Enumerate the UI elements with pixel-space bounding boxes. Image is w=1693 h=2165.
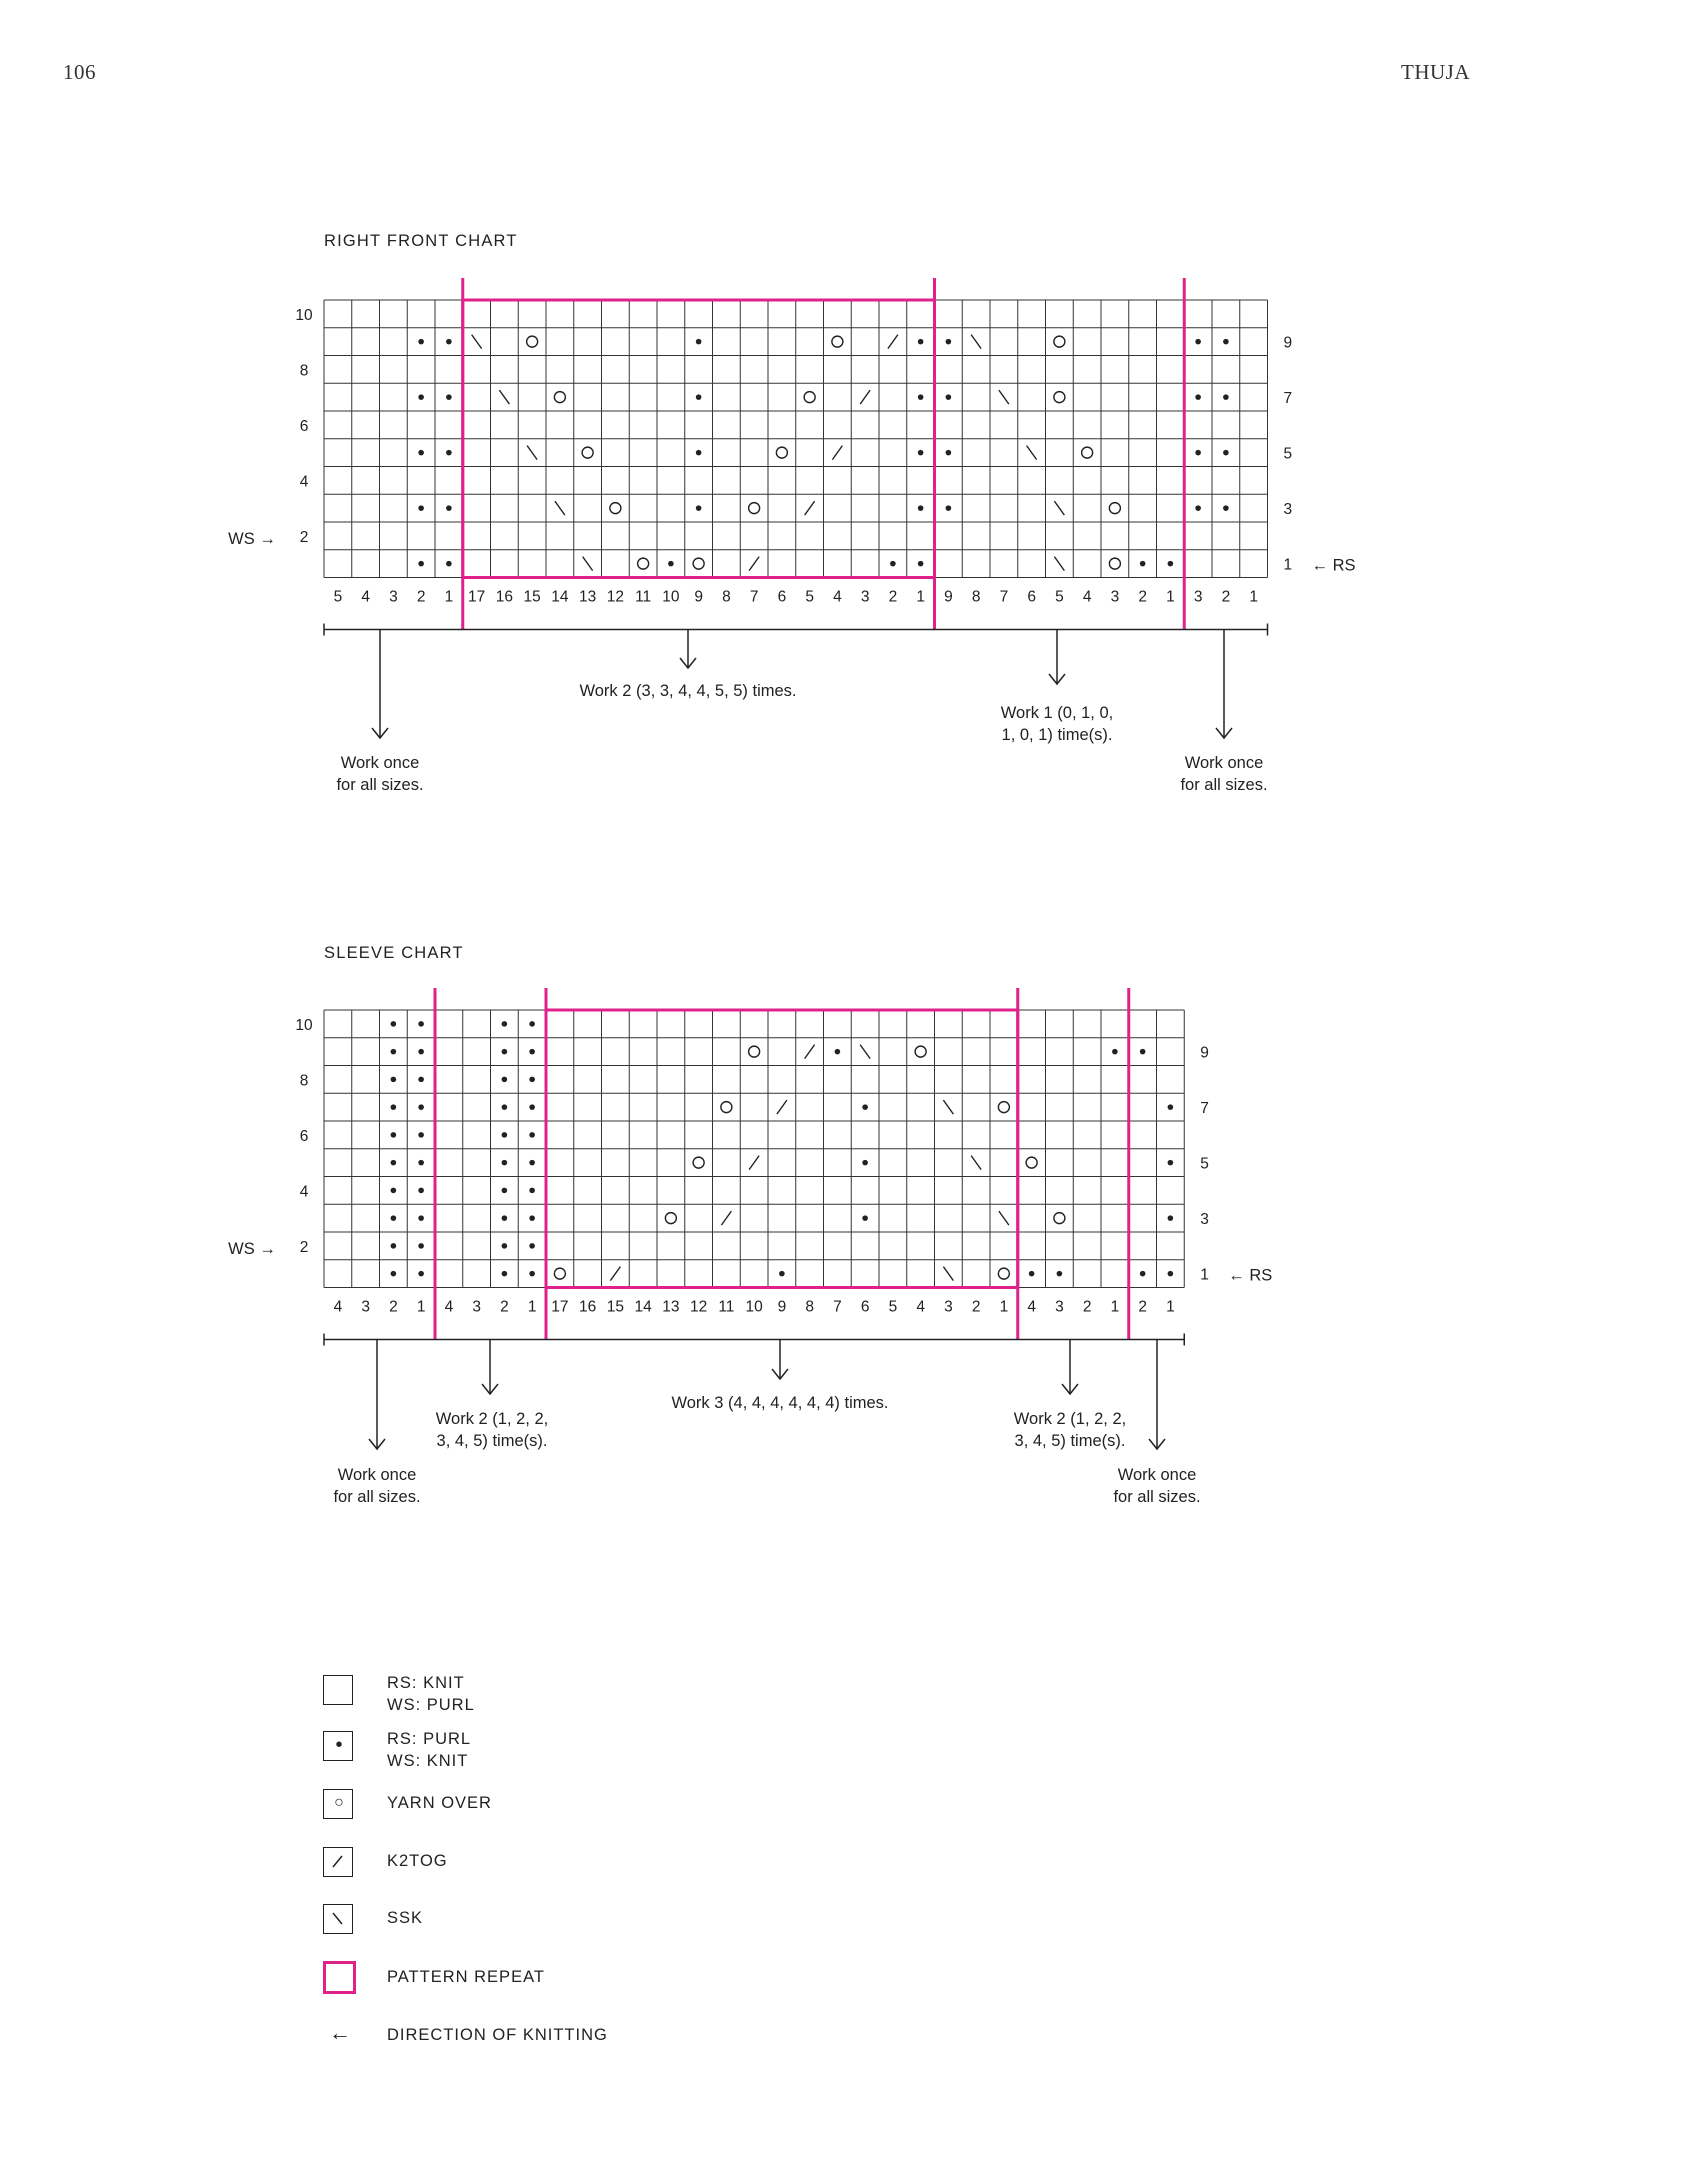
- stitch-number: 1: [1110, 1298, 1120, 1316]
- purl-stitch: [862, 1160, 868, 1166]
- yarn-over-stitch: [998, 1102, 1009, 1113]
- purl-stitch: [391, 1215, 397, 1221]
- stitch-number: 1: [916, 588, 925, 606]
- yarn-over-stitch: [1054, 1213, 1065, 1224]
- yarn-over-stitch: [693, 1157, 704, 1168]
- stitch-number: 15: [606, 1298, 624, 1316]
- purl-stitch: [391, 1243, 397, 1249]
- legend: [323, 1672, 923, 2072]
- purl-stitch: [779, 1271, 785, 1277]
- stitch-number: 8: [722, 588, 731, 606]
- stitch-number: 2: [1138, 588, 1147, 606]
- purl-stitch: [529, 1104, 535, 1110]
- purl-stitch: [1168, 1215, 1174, 1221]
- annotation-text: Work 2 (1, 2, 2,: [435, 1410, 549, 1428]
- annotation-text: Work 2 (3, 3, 4, 4, 5, 5) times.: [579, 682, 797, 700]
- knit-symbol-icon: [323, 1675, 353, 1705]
- purl-stitch: [529, 1049, 535, 1055]
- stitch-number: 3: [361, 1298, 370, 1316]
- legend-direction: [323, 2016, 923, 2056]
- row-number-rs: 9: [1283, 334, 1293, 352]
- purl-stitch: [502, 1271, 508, 1277]
- purl-stitch: [529, 1077, 535, 1083]
- row-number-rs: 5: [1283, 445, 1293, 463]
- annotation-text: Work once: [1117, 1466, 1197, 1484]
- legend-purl-line2: WS: KNIT: [387, 1752, 469, 1770]
- stitch-number: 10: [745, 1298, 763, 1316]
- stitch-number: 13: [579, 588, 597, 606]
- stitch-number: 14: [551, 588, 569, 606]
- left-arrow-icon: ←: [329, 2020, 351, 2045]
- stitch-number: 1: [444, 588, 454, 606]
- stitch-number: 10: [662, 588, 680, 606]
- stitch-number: 15: [523, 588, 541, 606]
- legend-yarn-over-label: YARN OVER: [387, 1794, 492, 1812]
- stitch-number: 11: [718, 1298, 735, 1316]
- purl-stitch: [1168, 1104, 1174, 1110]
- purl-stitch: [529, 1132, 535, 1138]
- purl-stitch: [418, 1077, 424, 1083]
- purl-stitch: [1112, 1049, 1118, 1055]
- purl-stitch: [418, 1104, 424, 1110]
- stitch-number: 16: [495, 588, 513, 606]
- stitch-number: 3: [472, 1298, 481, 1316]
- purl-stitch: [391, 1271, 397, 1277]
- pattern-name: THUJA: [1401, 60, 1470, 84]
- yarn-over-symbol-icon: ○: [323, 1789, 353, 1819]
- purl-stitch: [862, 1215, 868, 1221]
- annotation-text: 1, 0, 1) time(s).: [1001, 726, 1113, 744]
- ssk-stitch: [971, 1156, 981, 1170]
- stitch-number: 2: [1221, 588, 1231, 606]
- k2tog-stitch: [805, 1045, 815, 1059]
- purl-stitch: [418, 1243, 424, 1249]
- pattern-repeat-symbol-icon: [323, 1961, 356, 1994]
- purl-stitch: [1057, 1271, 1063, 1277]
- ssk-stitch: [943, 1267, 953, 1281]
- purl-stitch: [418, 1021, 424, 1027]
- legend-purl-line1: RS: PURL: [387, 1730, 472, 1748]
- purl-stitch: [1029, 1271, 1035, 1277]
- purl-stitch: [529, 1215, 535, 1221]
- legend-purl: [323, 1728, 923, 1768]
- yarn-over-stitch: [998, 1268, 1009, 1279]
- row-number-rs: 9: [1200, 1044, 1209, 1062]
- stitch-number: 3: [1055, 1298, 1064, 1316]
- row-number-ws: 8: [299, 1072, 309, 1090]
- row-number-rs: 7: [1283, 390, 1293, 408]
- stitch-number: 4: [1082, 588, 1092, 606]
- stitch-number: 12: [690, 1298, 708, 1316]
- stitch-number: 6: [1027, 588, 1036, 606]
- yarn-over-stitch: [721, 1102, 732, 1113]
- stitch-number: 12: [606, 588, 624, 606]
- legend-ssk: [323, 1901, 923, 1941]
- stitch-number: 2: [389, 1298, 398, 1316]
- stitch-number: 4: [1027, 1298, 1036, 1316]
- stitch-number: 2: [1082, 1298, 1092, 1316]
- purl-stitch: [418, 1188, 424, 1194]
- page-number: 106: [63, 60, 96, 84]
- annotation-text: 3, 4, 5) time(s).: [1014, 1432, 1126, 1450]
- row-number-rs: 1: [1200, 1266, 1209, 1284]
- stitch-number: 3: [860, 588, 870, 606]
- stitch-number: 1: [416, 1298, 426, 1316]
- stitch-number: 3: [1110, 588, 1120, 606]
- purl-stitch: [1168, 1271, 1174, 1277]
- purl-stitch: [418, 1271, 424, 1277]
- stitch-number: 2: [888, 588, 898, 606]
- stitch-number: 3: [389, 588, 398, 606]
- stitch-number: 6: [777, 588, 787, 606]
- purl-stitch: [502, 1188, 508, 1194]
- k2tog-stitch: [610, 1267, 620, 1281]
- stitch-number: 11: [635, 588, 652, 606]
- stitch-number: 6: [860, 1298, 870, 1316]
- row-number-ws: 2: [299, 528, 309, 546]
- row-number-ws: 8: [299, 362, 309, 380]
- k2tog-symbol-icon: [323, 1847, 353, 1877]
- purl-stitch: [391, 1021, 397, 1027]
- stitch-number: 2: [500, 1298, 509, 1316]
- legend-yarn-over: [323, 1786, 923, 1826]
- stitch-number: 3: [944, 1298, 953, 1316]
- row-number-rs: 5: [1200, 1155, 1209, 1173]
- stitch-number: 14: [634, 1298, 652, 1316]
- annotation-text: Work 2 (1, 2, 2,: [1013, 1410, 1127, 1428]
- row-number-ws: 10: [295, 306, 313, 324]
- stitch-number: 5: [805, 588, 814, 606]
- purl-stitch: [529, 1271, 535, 1277]
- stitch-number: 3: [1193, 588, 1203, 606]
- stitch-number: 8: [805, 1298, 814, 1316]
- purl-stitch: [418, 1215, 424, 1221]
- annotation-text: Work once: [1184, 754, 1264, 772]
- purl-stitch: [391, 1077, 397, 1083]
- stitch-number: 2: [416, 588, 426, 606]
- right-front-chart-title: RIGHT FRONT CHART: [324, 232, 518, 250]
- stitch-number: 4: [333, 1298, 343, 1316]
- row-number-ws: 4: [299, 1183, 309, 1201]
- k2tog-stitch: [777, 1100, 787, 1114]
- row-number-rs: 3: [1283, 501, 1293, 519]
- stitch-number: 8: [971, 588, 981, 606]
- stitch-number: 5: [1055, 588, 1064, 606]
- purl-stitch: [529, 1243, 535, 1249]
- ws-label: WS →: [228, 529, 276, 548]
- stitch-number: 4: [361, 588, 370, 606]
- annotation-text: Work 1 (0, 1, 0,: [1000, 704, 1114, 722]
- purl-stitch: [391, 1049, 397, 1055]
- yarn-over-stitch: [749, 1046, 760, 1057]
- k2tog-stitch: [749, 1156, 759, 1170]
- stitch-number: 1: [527, 1298, 537, 1316]
- purl-stitch: [835, 1049, 841, 1055]
- stitch-number: 2: [971, 1298, 981, 1316]
- purl-symbol-icon: •: [323, 1731, 353, 1761]
- yarn-over-stitch: [915, 1046, 926, 1057]
- stitch-number: 9: [694, 588, 703, 606]
- purl-stitch: [418, 1132, 424, 1138]
- stitch-number: 4: [833, 588, 842, 606]
- stitch-number: 17: [468, 588, 486, 606]
- stitch-number: 9: [944, 588, 953, 606]
- purl-stitch: [391, 1104, 397, 1110]
- ssk-stitch: [860, 1045, 870, 1059]
- stitch-number: 17: [551, 1298, 569, 1316]
- purl-stitch: [502, 1049, 508, 1055]
- row-number-ws: 2: [299, 1238, 309, 1256]
- purl-stitch: [418, 1160, 424, 1166]
- purl-stitch: [502, 1021, 508, 1027]
- purl-stitch: [391, 1132, 397, 1138]
- ssk-stitch: [999, 1211, 1009, 1225]
- legend-ssk-label: SSK: [387, 1909, 424, 1927]
- yarn-over-stitch: [554, 1268, 565, 1279]
- stitch-number: 7: [749, 588, 759, 606]
- stitch-number: 1: [1166, 588, 1175, 606]
- ws-label: WS →: [228, 1239, 276, 1258]
- stitch-number: 7: [833, 1298, 842, 1316]
- purl-stitch: [502, 1243, 508, 1249]
- purl-stitch: [529, 1160, 535, 1166]
- sleeve-chart-title: SLEEVE CHART: [324, 944, 464, 962]
- ssk-symbol-icon: [323, 1904, 353, 1934]
- purl-stitch: [502, 1160, 508, 1166]
- row-number-ws: 6: [299, 1127, 309, 1145]
- stitch-number: 4: [916, 1298, 925, 1316]
- stitch-number: 1: [1249, 588, 1258, 606]
- yarn-over-stitch: [1026, 1157, 1037, 1168]
- yarn-over-stitch: [665, 1213, 676, 1224]
- row-number-rs: 1: [1283, 556, 1293, 574]
- annotation-text: for all sizes.: [1113, 1488, 1201, 1506]
- stitch-number: 1: [1166, 1298, 1175, 1316]
- stitch-number: 16: [579, 1298, 597, 1316]
- legend-knit-line2: WS: PURL: [387, 1696, 475, 1714]
- purl-stitch: [391, 1160, 397, 1166]
- stitch-number: 7: [999, 588, 1009, 606]
- purl-stitch: [1168, 1160, 1174, 1166]
- stitch-number: 4: [444, 1298, 454, 1316]
- annotation-text: Work once: [340, 754, 420, 772]
- rs-label: ← RS: [1311, 556, 1356, 575]
- legend-pattern-repeat-label: PATTERN REPEAT: [387, 1968, 545, 1986]
- purl-stitch: [502, 1215, 508, 1221]
- stitch-number: 13: [662, 1298, 680, 1316]
- row-number-ws: 10: [295, 1016, 313, 1034]
- annotation-text: for all sizes.: [1180, 776, 1268, 794]
- purl-stitch: [1140, 1049, 1146, 1055]
- row-number-ws: 6: [299, 417, 309, 435]
- stitch-number: 5: [888, 1298, 898, 1316]
- row-number-ws: 4: [299, 473, 309, 491]
- purl-stitch: [529, 1188, 535, 1194]
- stitch-number: 9: [777, 1298, 787, 1316]
- annotation-text: for all sizes.: [333, 1488, 421, 1506]
- legend-pattern-repeat: [323, 1958, 923, 1998]
- annotation-text: Work once: [337, 1466, 417, 1484]
- annotation-text: Work 3 (4, 4, 4, 4, 4, 4) times.: [671, 1394, 889, 1412]
- stitch-number: 5: [333, 588, 343, 606]
- purl-stitch: [502, 1077, 508, 1083]
- legend-k2tog-label: K2TOG: [387, 1852, 448, 1870]
- purl-stitch: [529, 1021, 535, 1027]
- k2tog-stitch: [721, 1211, 731, 1225]
- annotation-text: for all sizes.: [336, 776, 424, 794]
- legend-k2tog: [323, 1844, 923, 1884]
- purl-stitch: [1140, 1271, 1146, 1277]
- legend-knit-line1: RS: KNIT: [387, 1674, 465, 1692]
- stitch-number: 2: [1138, 1298, 1147, 1316]
- stitch-number: 1: [999, 1298, 1009, 1316]
- purl-stitch: [391, 1188, 397, 1194]
- annotation-text: 3, 4, 5) time(s).: [436, 1432, 548, 1450]
- purl-stitch: [502, 1104, 508, 1110]
- legend-direction-label: DIRECTION OF KNITTING: [387, 2026, 608, 2044]
- ssk-stitch: [943, 1100, 953, 1114]
- purl-stitch: [418, 1049, 424, 1055]
- legend-knit: [323, 1672, 923, 1712]
- purl-stitch: [502, 1132, 508, 1138]
- rs-label: ← RS: [1228, 1266, 1273, 1285]
- row-number-rs: 3: [1200, 1211, 1209, 1229]
- purl-stitch: [862, 1104, 868, 1110]
- row-number-rs: 7: [1200, 1100, 1209, 1118]
